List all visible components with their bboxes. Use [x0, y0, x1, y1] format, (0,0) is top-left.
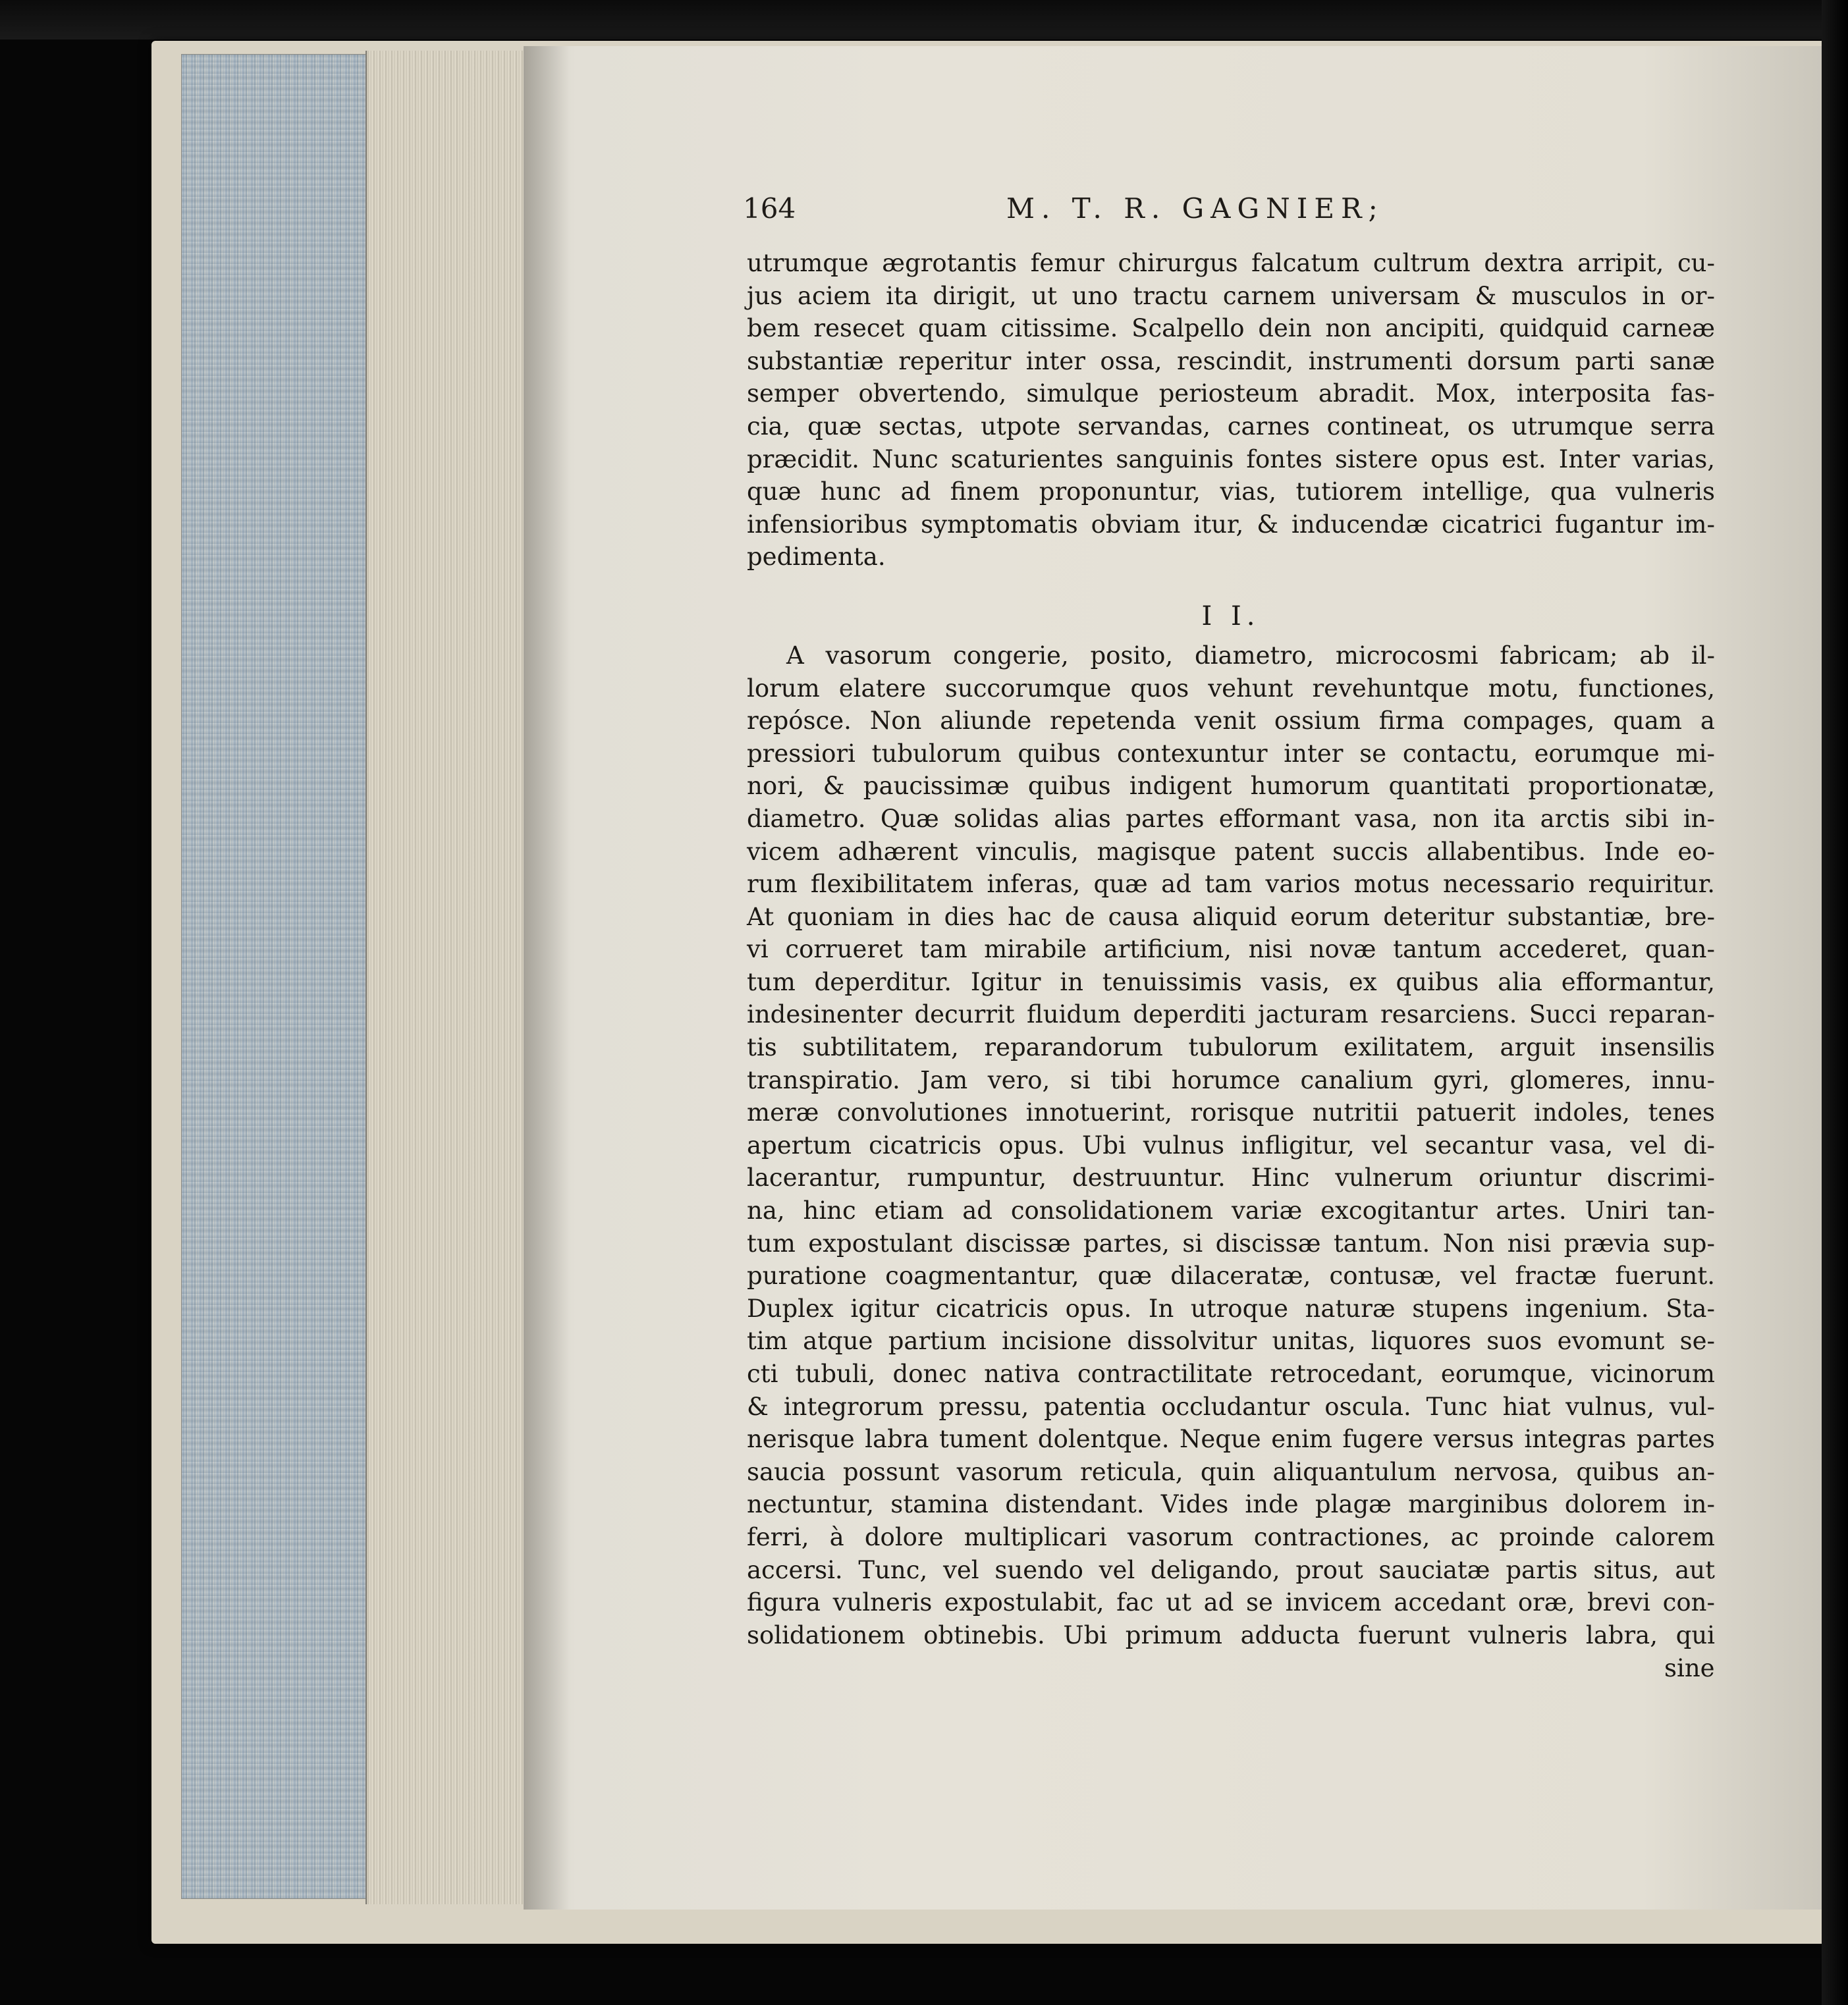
catchword: sine: [1664, 1654, 1715, 1682]
text-line: præcidit. Nunc scaturientes sanguinis fontes sistere opus est. Inter varias,: [747, 444, 1715, 473]
text-line: quæ hunc ad finem proponuntur, vias, tutiorem intellige, qua vulneris: [747, 477, 1715, 506]
text-line: infensioribus symptomatis obviam itur, & inducendæ cicatrici fugantur im-: [747, 510, 1715, 539]
text-line: transpiratio. Jam vero, si tibi horumce canalium gyri, glomeres, innu-: [747, 1065, 1715, 1094]
text-line: meræ convolutiones innotuerint, rorisque nutritii patuerit indoles, tenes: [747, 1098, 1715, 1127]
text-line: ferri, à dolore multiplicari vasorum contractiones, ac proinde calorem: [747, 1522, 1715, 1551]
text-line: na, hinc etiam ad consolidationem variæ excogitantur artes. Uniri tan-: [747, 1196, 1715, 1225]
body-text: [747, 247, 1715, 1651]
text-line: nerisque labra tument dolentque. Neque enim fugere versus integras partes: [747, 1425, 1715, 1454]
text-line: utrumque ægrotantis femur chirurgus falcatum cultrum dextra arripit, cu-: [747, 249, 1715, 277]
page-number: 164: [743, 192, 796, 225]
text-line: cti tubuli, donec nativa contractilitate retrocedant, eorumque, vicinorum: [747, 1360, 1715, 1388]
text-line: indesinenter decurrit fluidum deperditi jacturam resarciens. Succi reparan-: [747, 1000, 1715, 1029]
text-line: lacerantur, rumpuntur, destruuntur. Hinc vulnerum oriuntur discrimi-: [747, 1163, 1715, 1192]
text-line: solidationem obtinebis. Ubi primum adducta fuerunt vulneris labra, qui: [747, 1620, 1715, 1649]
paragraph-1: [747, 247, 1715, 574]
text-line: substantiæ reperitur inter ossa, rescindit, instrumenti dorsum parti sanæ: [747, 346, 1715, 375]
text-line: apertum cicatricis opus. Ubi vulnus infligitur, vel secantur vasa, vel di-: [747, 1131, 1715, 1160]
text-line: bem resecet quam citissime. Scalpello dein non ancipiti, quidquid carneæ: [747, 314, 1715, 343]
text-line: lorum elatere succorumque quos vehunt revehuntque motu, functiones,: [747, 674, 1715, 703]
fore-edge: [366, 51, 525, 1904]
text-line: At quoniam in dies hac de causa aliquid eorum deteritur substantiæ, bre-: [747, 902, 1715, 931]
text-line: nori, & paucissimæ quibus indigent humorum quantitati proportionatæ,: [747, 772, 1715, 801]
text-line: rum flexibilitatem inferas, quæ ad tam varios motus necessario requiritur.: [747, 870, 1715, 899]
text-line: pressiori tubulorum quibus contexuntur inter se contactu, eorumque mi-: [747, 739, 1715, 768]
text-line: cia, quæ sectas, utpote servandas, carnes contineat, os utrumque serra: [747, 412, 1715, 441]
text-line: jus aciem ita dirigit, ut uno tractu carnem universam & musculos in or-: [747, 281, 1715, 310]
text-line: semper obvertendo, simulque periosteum abradit. Mox, interposita fas-: [747, 379, 1715, 408]
gutter-shadow: [524, 46, 570, 1910]
page-header: [743, 192, 1599, 232]
text-line: vi corrueret tam mirabile artificium, nisi novæ tantum accederet, quan-: [747, 935, 1715, 964]
text-line: nectuntur, stamina distendant. Vides inde plagæ marginibus dolorem in-: [747, 1490, 1715, 1519]
text-line: & integrorum pressu, patentia occludantur oscula. Tunc hiat vulnus, vul-: [747, 1392, 1715, 1421]
text-line: repósce. Non aliunde repetenda venit ossium firma compages, quam a: [747, 707, 1715, 735]
text-line: pedimenta.: [747, 543, 886, 572]
text-line: tum deperditur. Igitur in tenuissimis vasis, ex quibus alia efformantur,: [747, 967, 1715, 996]
text-line: tis subtilitatem, reparandorum tubulorum exilitatem, arguit insensilis: [747, 1033, 1715, 1062]
text-line: figura vulneris expostulabit, fac ut ad se invicem accedant oræ, brevi con-: [747, 1588, 1715, 1617]
text-line: diametro. Quæ solidas alias partes efformant vasa, non ita arctis sibi in-: [747, 804, 1715, 833]
text-line: accersi. Tunc, vel suendo vel deligando, prout sauciatæ partis situs, aut: [747, 1555, 1715, 1584]
section-title: I I.: [1201, 601, 1261, 631]
running-head: M. T. R. GAGNIER;: [1006, 192, 1384, 225]
scan-background-right: [1822, 0, 1848, 2005]
scan-background-top: [0, 0, 1848, 40]
text-line: tim atque partium incisione dissolvitur unitas, liquores suos evomunt se-: [747, 1327, 1715, 1356]
text-line: Duplex igitur cicatricis opus. In utroque naturæ stupens ingenium. Sta-: [747, 1294, 1715, 1323]
text-line: saucia possunt vasorum reticula, quin aliquantulum nervosa, quibus an-: [747, 1457, 1715, 1486]
text-line: A vasorum congerie, posito, diametro, microcosmi fabricam; ab il-: [786, 641, 1715, 670]
text-line: puratione coagmentantur, quæ dilaceratæ, contusæ, vel fractæ fuerunt.: [747, 1262, 1715, 1291]
text-line: tum expostulant discissæ partes, si discissæ tantum. Non nisi prævia sup-: [747, 1229, 1715, 1258]
text-line: vicem adhærent vinculis, magisque patent succis allabentibus. Inde eo-: [747, 837, 1715, 866]
paragraph-2: [747, 639, 1715, 1651]
